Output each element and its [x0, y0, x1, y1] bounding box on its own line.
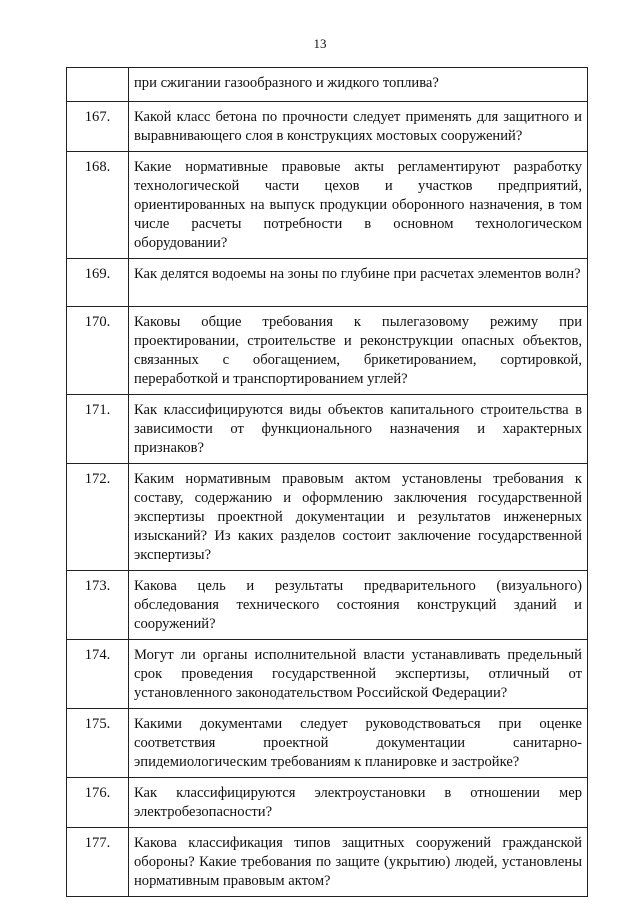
questions-table [66, 67, 588, 897]
question-text: Как классифицируются электроустановки в отношении мер электробезопасности? [129, 778, 588, 828]
row-number: 175. [67, 709, 129, 778]
table-row [67, 152, 588, 259]
row-number: 171. [67, 395, 129, 464]
table-row [67, 464, 588, 571]
table-row [67, 778, 588, 828]
table-row [67, 709, 588, 778]
row-number: 177. [67, 828, 129, 897]
table-row [67, 68, 588, 102]
row-number: 168. [67, 152, 129, 259]
row-number: 174. [67, 640, 129, 709]
question-text: Какова цель и результаты предварительного (визуального) обследования технического состояния конструкций зданий и сооружений? [129, 571, 588, 640]
table-row [67, 102, 588, 152]
question-text: Как классифицируются виды объектов капитального строительства в зависимости от функционального назначения и характерных признаков? [129, 395, 588, 464]
question-text: Какова классификация типов защитных сооружений гражданской обороны? Какие требования по защите (укрытию) людей, установлены нормативным правовым актом? [129, 828, 588, 897]
question-text: Каковы общие требования к пылегазовому режиму при проектировании, строительстве и реконструкции опасных объектов, связанных с обогащением, брикетированием, сортировкой, переработкой и транспортированием углей? [129, 307, 588, 395]
table-row [67, 259, 588, 307]
row-number: 176. [67, 778, 129, 828]
question-text: Как делятся водоемы на зоны по глубине при расчетах элементов волн? [129, 259, 588, 307]
row-number: 170. [67, 307, 129, 395]
row-number: 172. [67, 464, 129, 571]
row-number [67, 68, 129, 102]
table-row [67, 395, 588, 464]
question-text: Какие нормативные правовые акты регламентируют разработку технологической части цехов и участков предприятий, ориентированных на выпуск продукции оборонного назначения, в том числе расчеты потребности в основном технологическом оборудовании? [129, 152, 588, 259]
question-text: при сжигании газообразного и жидкого топлива? [129, 68, 588, 102]
table-row [67, 571, 588, 640]
question-text: Какой класс бетона по прочности следует применять для защитного и выравнивающего слоя в конструкциях мостовых сооружений? [129, 102, 588, 152]
row-number: 173. [67, 571, 129, 640]
row-number: 169. [67, 259, 129, 307]
table-row [67, 828, 588, 897]
table-row [67, 307, 588, 395]
question-text: Могут ли органы исполнительной власти устанавливать предельный срок проведения государственной экспертизы, отличный от установленного законодательством Российской Федерации? [129, 640, 588, 709]
question-text: Какими документами следует руководствоваться при оценке соответствия проектной документации санитарно-эпидемиологическим требованиям к планировке и застройке? [129, 709, 588, 778]
table-row [67, 640, 588, 709]
row-number: 167. [67, 102, 129, 152]
question-text: Каким нормативным правовым актом установлены требования к составу, содержанию и оформлению заключения государственной экспертизы проектной документации и результатов инженерных изысканий? Из каких разделов состоит заключение государственной экспертизы? [129, 464, 588, 571]
page-number: 13 [313, 36, 327, 51]
